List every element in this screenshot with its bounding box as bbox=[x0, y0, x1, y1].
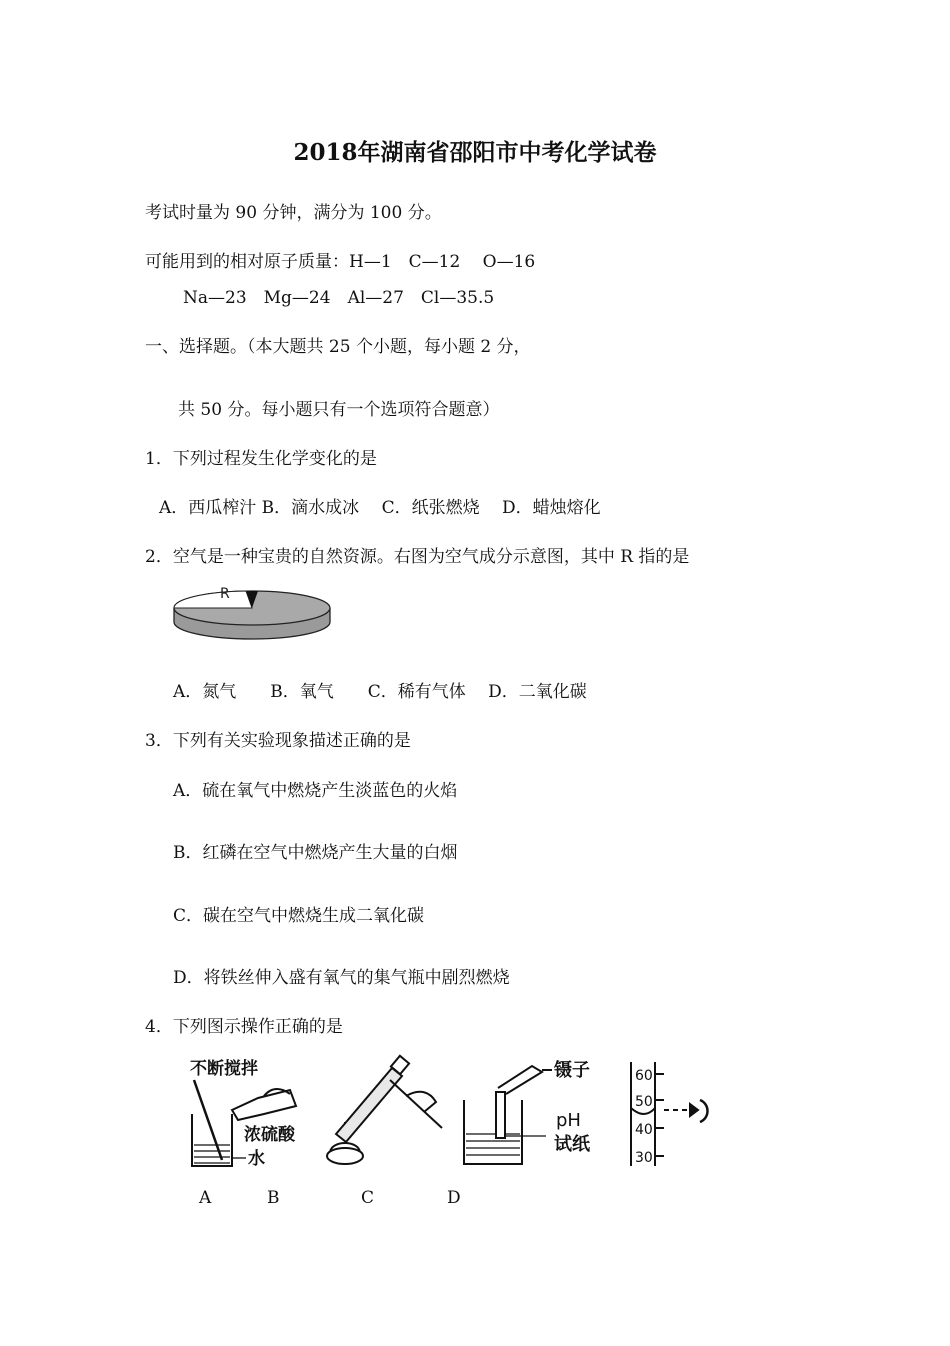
fig-d-tick-60: 60 bbox=[635, 1068, 653, 1084]
graduated-cylinder-figure bbox=[631, 1062, 708, 1166]
fig-c-tweezers-text: 镊子 bbox=[554, 1060, 590, 1081]
fig-a-stir-text: 不断搅拌 bbox=[190, 1059, 258, 1079]
q4-label-a: A bbox=[199, 1188, 212, 1208]
lab-operations-figure bbox=[180, 1052, 720, 1174]
q4-label-b: B bbox=[267, 1188, 280, 1208]
dilution-beaker-figure bbox=[190, 1058, 296, 1169]
fig-d-tick-50: 50 bbox=[635, 1094, 653, 1110]
ph-test-figure bbox=[464, 1059, 591, 1164]
fig-d-tick-40: 40 bbox=[635, 1122, 653, 1138]
exam-time-info: 考试时量为 90 分钟，满分为 100 分。 bbox=[145, 203, 442, 223]
page-title: 2018年湖南省邵阳市中考化学试卷 bbox=[293, 139, 657, 166]
question-3-option-a: A．硫在氧气中燃烧产生淡蓝色的火焰 bbox=[173, 781, 458, 801]
pie-label-r: R bbox=[220, 586, 230, 602]
fig-a-water-text: 水 bbox=[248, 1149, 265, 1169]
fig-c-paper-text: 试纸 bbox=[554, 1134, 590, 1155]
atomic-mass-line-2: Na—23 Mg—24 Al—27 Cl—35.5 bbox=[183, 288, 495, 308]
fig-c-ph-text: pH bbox=[556, 1110, 581, 1131]
question-2-stem: 2．空气是一种宝贵的自然资源。右图为空气成分示意图，其中 R 指的是 bbox=[145, 547, 690, 567]
section-heading-line-2: 共 50 分。每小题只有一个选项符合题意） bbox=[178, 400, 500, 420]
question-3-option-b: B．红磷在空气中燃烧产生大量的白烟 bbox=[173, 843, 458, 863]
question-3-option-d: D．将铁丝伸入盛有氧气的集气瓶中剧烈燃烧 bbox=[173, 968, 510, 988]
air-composition-pie-figure bbox=[170, 576, 336, 644]
fig-d-tick-30: 30 bbox=[635, 1150, 653, 1166]
question-2-options: A．氮气 B．氧气 C．稀有气体 D．二氧化碳 bbox=[173, 682, 587, 702]
q4-label-c: C bbox=[361, 1188, 375, 1208]
q4-label-d: D bbox=[447, 1188, 461, 1208]
question-4-stem: 4．下列图示操作正确的是 bbox=[145, 1017, 343, 1037]
section-heading-line-1: 一、选择题。（本大题共 25 个小题，每小题 2 分， bbox=[145, 337, 531, 357]
question-1-stem: 1．下列过程发生化学变化的是 bbox=[145, 449, 377, 469]
atomic-mass-line-1: 可能用到的相对原子质量：H—1 C—12 O—16 bbox=[145, 252, 536, 272]
fig-a-acid-text: 浓硫酸 bbox=[244, 1125, 295, 1145]
question-1-options: A．西瓜榨汁 B．滴水成冰 C．纸张燃烧 D．蜡烛熔化 bbox=[159, 498, 601, 518]
question-3-option-c: C．碳在空气中燃烧生成二氧化碳 bbox=[173, 906, 425, 926]
heating-tube-figure bbox=[327, 1056, 442, 1164]
question-3-stem: 3．下列有关实验现象描述正确的是 bbox=[145, 731, 411, 751]
